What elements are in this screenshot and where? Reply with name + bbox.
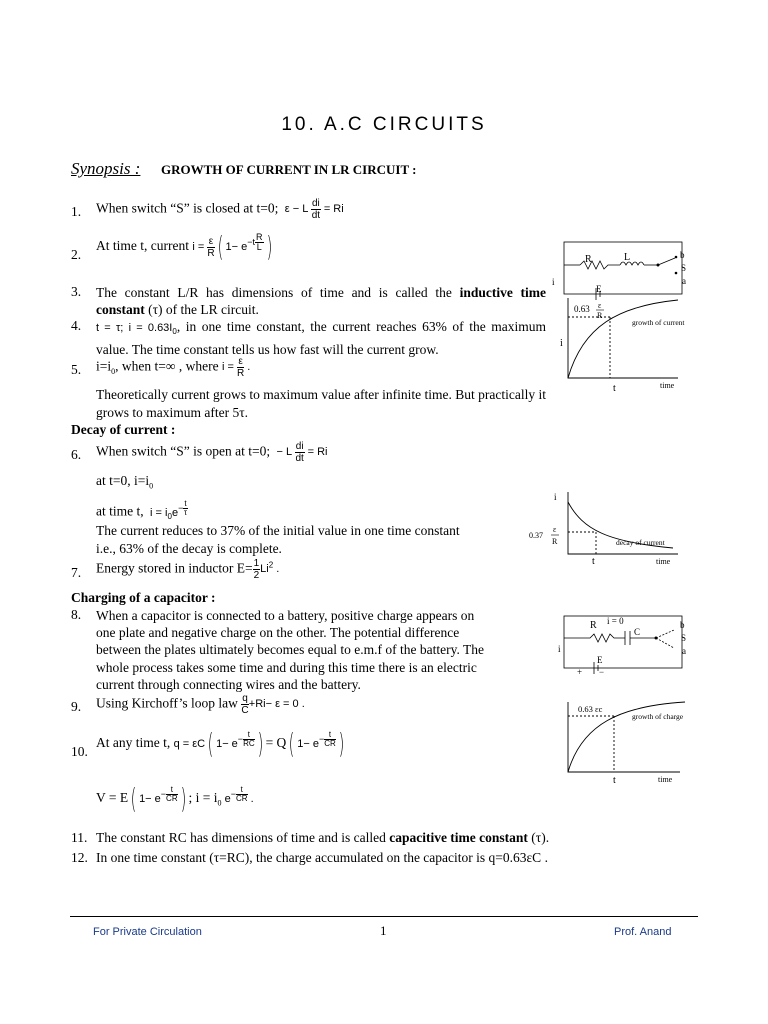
equation: t = τ; $i = 0.63I_0$ [96,322,177,337]
item-number: 12. [71,850,88,865]
item-number: 1. [71,204,82,219]
item-1 [96,198,344,221]
equation: $\frac{1}{2}$ Li$^2$ . [253,558,280,581]
battery-plus: + [577,667,583,677]
item-5-text2: , when t=∞ , where [115,358,219,374]
item-10 [96,727,347,760]
footer-rule [70,916,698,917]
battery-minus: − [599,667,605,677]
item-3-text: The constant L/R has dimensions of time and is called the [96,285,452,300]
item-5-text: i=i [96,358,112,374]
item-3-text2: (τ) of the LR circuit. [148,302,259,317]
item-10-v: V = E [96,789,129,805]
growth-charge-caption: growth of charge [632,712,684,721]
terminal-b-label: b [680,250,685,260]
capacitor-label: C [634,627,641,637]
item-8-line3: between the plates ultimately becomes equal to e.m.f of the battery. The [96,642,484,658]
growth-charge-graph [560,700,700,788]
growth-current-graph [528,296,698,396]
item-2-text: At time t, current [96,237,189,253]
charge-time-label: time [658,775,673,784]
item-9 [96,693,305,716]
decay-t-label: t [592,556,595,567]
item-number: 8. [71,607,82,622]
growth-level-fraction: ε [598,301,602,310]
item-3 [96,284,546,318]
item-number: 6. [71,447,82,462]
rc-terminal-b: b [680,620,685,630]
item-6-line3 [96,500,188,521]
rc-switch-label: S [681,633,687,643]
growth-time-label: time [660,381,675,390]
synopsis-heading: GROWTH OF CURRENT IN LR CIRCUIT : [161,162,417,177]
item-6-desc1: The current reduces to 37% of the initial value in one time constant [96,523,460,538]
item-10-i: ; i = i [188,789,218,805]
item-4-text: , in one time constant, the current reaches 63% of the [176,319,486,334]
rc-circuit-figure [550,612,700,677]
growth-level-fraction-r: R [597,311,603,320]
item-number: 2. [71,247,82,262]
inductor-label: L [624,252,631,263]
item-number: 4. [71,318,82,333]
rc-terminal-a: a [682,646,686,656]
decay-time-label: time [656,557,671,566]
synopsis-label: Synopsis : [71,159,141,178]
item-8-line2: one plate and negative charge on the other. The potential difference [96,625,460,641]
item-10-text: At any time t, [96,734,171,750]
switch-label: S [681,263,687,273]
equation: ε − L $\frac{di}{dt}$ = Ri [281,198,344,221]
item-6 [96,441,328,464]
rc-current-label: i [558,644,561,654]
lr-circuit-figure [550,238,700,300]
item-3-term: inductive [459,285,513,300]
equation: $i = i_0e^{- \frac{t}{\tau}}$ [147,499,188,521]
item-number: 5. [71,362,82,377]
item-5: $i=i_0$, when t=∞ , where i = $\frac{\varepsilon}{R}$ . [96,356,251,379]
item-9-text: Using Kirchoff’s loop law [96,695,238,711]
item-6-initial: at t=0, i=i [96,473,150,488]
page-title: 10. A.C CIRCUITS [281,114,487,135]
growth-current-caption: growth of current [632,318,685,327]
item-11 [96,830,549,846]
page-number: 1 [380,923,387,938]
equation: − L $\frac{di}{dt}$ = Ri [273,441,328,464]
decay-level-fraction-r: R [552,537,558,546]
rc-battery-label: E [597,655,603,665]
item-number: 7. [71,565,82,580]
item-8-line1: When a capacitor is connected to a battery, positive charge appears on [96,608,475,623]
item-5-note [96,386,546,422]
item-6-text: When switch “S” is open at t=0; [96,443,271,459]
item-10-line2: V = E( $1- e^{- \frac{t}{CR}}$ ) ; $i = i_0$ $e^{- \frac{t}{CR}}$ . [96,782,254,815]
charging-heading: Charging of a capacitor : [71,590,216,605]
item-6-desc [96,522,460,558]
decay-heading: Decay of current : [71,422,176,437]
item-4-text2: maximum value. The time constant tells us how fast will the current grow. [96,319,546,358]
item-8 [96,607,484,693]
equation: i = $\frac{\varepsilon}{R}$ ( $1- e^{-t \frac{R}{L}}$ ) [192,230,272,263]
rc-initial-current: i = 0 [607,616,624,626]
item-number: 10. [71,744,88,759]
decay-level-label: 0.37 [529,531,543,540]
item-5-note1: Theoretically current grows to maximum value after infinite time. But [96,387,475,402]
decay-level-fraction: ε [553,525,557,534]
item-11-text2: (τ). [531,830,550,845]
item-8-line4: whole process takes some time and during this time there is an electric [96,659,477,675]
charge-level-label: 0.63 εc [578,704,603,714]
item-12: In one time constant (τ=RC), the charge accumulated on the capacitor is q=0.63εC . [96,850,548,865]
equation: $\frac{q}{C}$ +Ri− ε = 0 . [241,693,305,716]
equation: ( $1- e^{- \frac{t}{CR}}$ ) [289,727,344,760]
growth-t-label: t [613,383,616,394]
charge-t-label: t [613,775,616,786]
item-4 [96,318,546,359]
item-8-line5: current through connecting wires and the battery. [96,676,361,692]
item-number: 3. [71,284,82,299]
item-6-text3: at time t, [96,503,144,519]
item-10-q: = Q [265,734,287,750]
item-number: 9. [71,699,82,714]
resistor-label: R [585,254,592,265]
equation: i = $\frac{\varepsilon}{R}$ . [221,356,251,379]
footer-left: For Private Circulation [93,926,202,938]
item-1-text: When switch “S” is closed at t=0; [96,200,279,216]
item-2 [96,230,274,263]
item-6-desc2: i.e., 63% of the decay is complete. [96,541,282,556]
item-3-term2: time constant [96,285,547,317]
equation: ( $1- e^{- \frac{t}{CR}}$ ) [130,782,186,815]
item-7 [96,558,279,581]
decay-y-label: i [554,492,557,502]
battery-label: E [596,284,602,294]
decay-current-caption: decay of current [616,538,665,547]
rc-resistor-label: R [590,620,597,631]
item-6-line2: at t=0, $i=i_0$ [96,473,154,491]
item-7-text: Energy stored in inductor E= [96,560,253,576]
item-number: 11. [71,830,88,845]
footer-right: Prof. Anand [614,926,672,938]
growth-y-label: i [560,338,563,349]
item-5-note2: practically it grows to maximum after 5τ. [96,387,546,420]
growth-level-label: 0.63 [574,304,590,314]
item-11-text: The constant RC has dimensions of time and is called [96,830,386,845]
terminal-a-label: a [682,276,686,286]
current-label: i [552,277,555,287]
equation: q = εC( $1- e^{- \frac{t}{RC}}$ ) [173,727,263,760]
decay-current-graph [528,488,698,568]
equation: $e^{- \frac{t}{CR}}$ . [221,785,254,805]
item-11-term: capacitive time constant [389,830,528,845]
